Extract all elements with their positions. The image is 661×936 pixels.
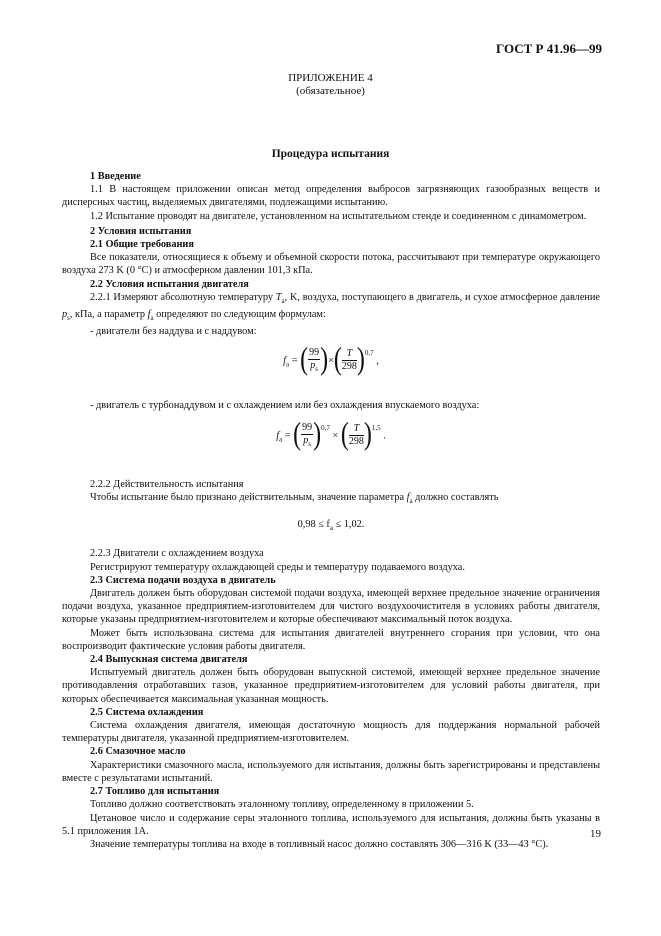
- paragraph: 1.1 В настоящем приложении описан метод определения выбросов загрязняющих газообразных веществ и дисперсных частиц, выделяемых двигателями, подлежащими испытанию.: [62, 184, 600, 209]
- subsection-heading: 2.3 Система подачи воздуха в двигатель: [90, 574, 276, 586]
- paragraph: Система охлаждения двигателя, имеющая достаточную мощность для поддержания нормальной рабочей температуры двигателя, указанной предприятием-изготовителем.: [62, 720, 600, 745]
- paragraph: Чтобы испытание было признано действительным, значение параметра $f_a$ должно составлять: [90, 491, 499, 505]
- main-title: Процедура испытания: [271, 148, 390, 160]
- subsection-heading: 2.4 Выпускная система двигателя: [90, 654, 248, 666]
- paragraph: 2.2.1 Измеряют абсолютную температуру $T_a$, K, воздуха, поступающего в двигатель, и сухое атмосферное давление $p_s$, кПа, а параметр $f_a$ определяют по следующим формулам:: [62, 291, 600, 323]
- subsection-heading: 2.5 Система охлаждения: [90, 706, 204, 718]
- section-1-heading: 1 Введение: [90, 171, 141, 182]
- subsection-heading: 2.7 Топливо для испытания: [90, 786, 220, 798]
- paragraph: - двигатель с турбонаддувом и с охлаждением или без охлаждения впускаемого воздуха:: [90, 399, 480, 411]
- subsection-heading: 2.2 Условия испытания двигателя: [90, 278, 249, 290]
- formula-2: $f_a$ = ( $\frac{99}{p_s}$ )$^{0,7}$ × ( $\frac{T}{298}$ )$^{1,5}$ .: [276, 418, 386, 452]
- paragraph: Испытуемый двигатель должен быть оборудован выпускной системой, имеющей верхнее предельное значение противодавления отработавших газов, указанное предприятием-изготовителем для условий работы двигателя, при которых обеспечивается максимальная указанная мощность.: [62, 667, 600, 705]
- paragraph: Двигатель должен быть оборудован системой подачи воздуха, имеющей верхнее предельное значение ограничения подачи воздуха, указанное предприятием-изготовителем для чистого воздухоочистителя в условиях работы двигателя, которые указаны предприятием-изготовителем и которые обеспечивают максимальный поток воздуха.: [62, 588, 600, 626]
- section-2-heading: 2 Условия испытания: [90, 225, 192, 237]
- paragraph: Может быть использована система для испытания двигателей внутреннего сгорания при условии, что она воспроизводит фактические условия работы двигателя.: [62, 627, 600, 652]
- subsection-heading: 2.6 Смазочное масло: [90, 746, 186, 758]
- annex-title: ПРИЛОЖЕНИЕ 4: [288, 72, 373, 84]
- validity-condition: $0,98 \le f_a \le 1,02$.: [297, 519, 365, 533]
- paragraph: Все показатели, относящиеся к объему и объемной скорости потока, рассчитывают при температуре окружающего воздуха 273 K (0 °С) и атмосферном давлении 101,3 кПа.: [62, 252, 600, 277]
- paragraph: Топливо должно соответствовать эталонному топливу, определенному в приложении 5.: [90, 799, 474, 811]
- subsection-heading: 2.1 Общие требования: [90, 239, 194, 251]
- paragraph: Характеристики смазочного масла, используемого для испытания, должны быть зарегистрированы и представлены вместе с результатами испытаний.: [62, 759, 600, 784]
- paragraph: - двигатели без наддува и с наддувом:: [90, 326, 257, 338]
- paragraph: 1.2 Испытание проводят на двигателе, установленном на испытательном стенде и соединенном с динамометром.: [90, 210, 587, 222]
- annex-subtitle: (обязательное): [296, 85, 365, 97]
- subsection-heading: 2.2.2 Действительность испытания: [90, 478, 244, 490]
- document-id: ГОСТ Р 41.96—99: [496, 41, 602, 56]
- subsection-heading: 2.2.3 Двигатели с охлаждением воздуха: [90, 548, 264, 560]
- paragraph: Значение температуры топлива на входе в топливный насос должно составлять 306—316 K (33—43 °С).: [90, 838, 549, 850]
- paragraph: Регистрируют температуру охлаждающей среды и температуру подаваемого воздуха.: [90, 561, 465, 573]
- page-number: 19: [590, 828, 601, 840]
- paragraph: Цетановое число и содержание серы эталонного топлива, используемого для испытания, должны быть указаны в 5.1 приложения 1А.: [62, 812, 600, 837]
- annex-heading: [0, 72, 661, 98]
- formula-1: $f_a$ = ( $\frac{99}{p_s}$ )×( $\frac{T}{298}$ )$^{0,7}$ ,: [283, 342, 379, 377]
- document-body: [62, 170, 600, 851]
